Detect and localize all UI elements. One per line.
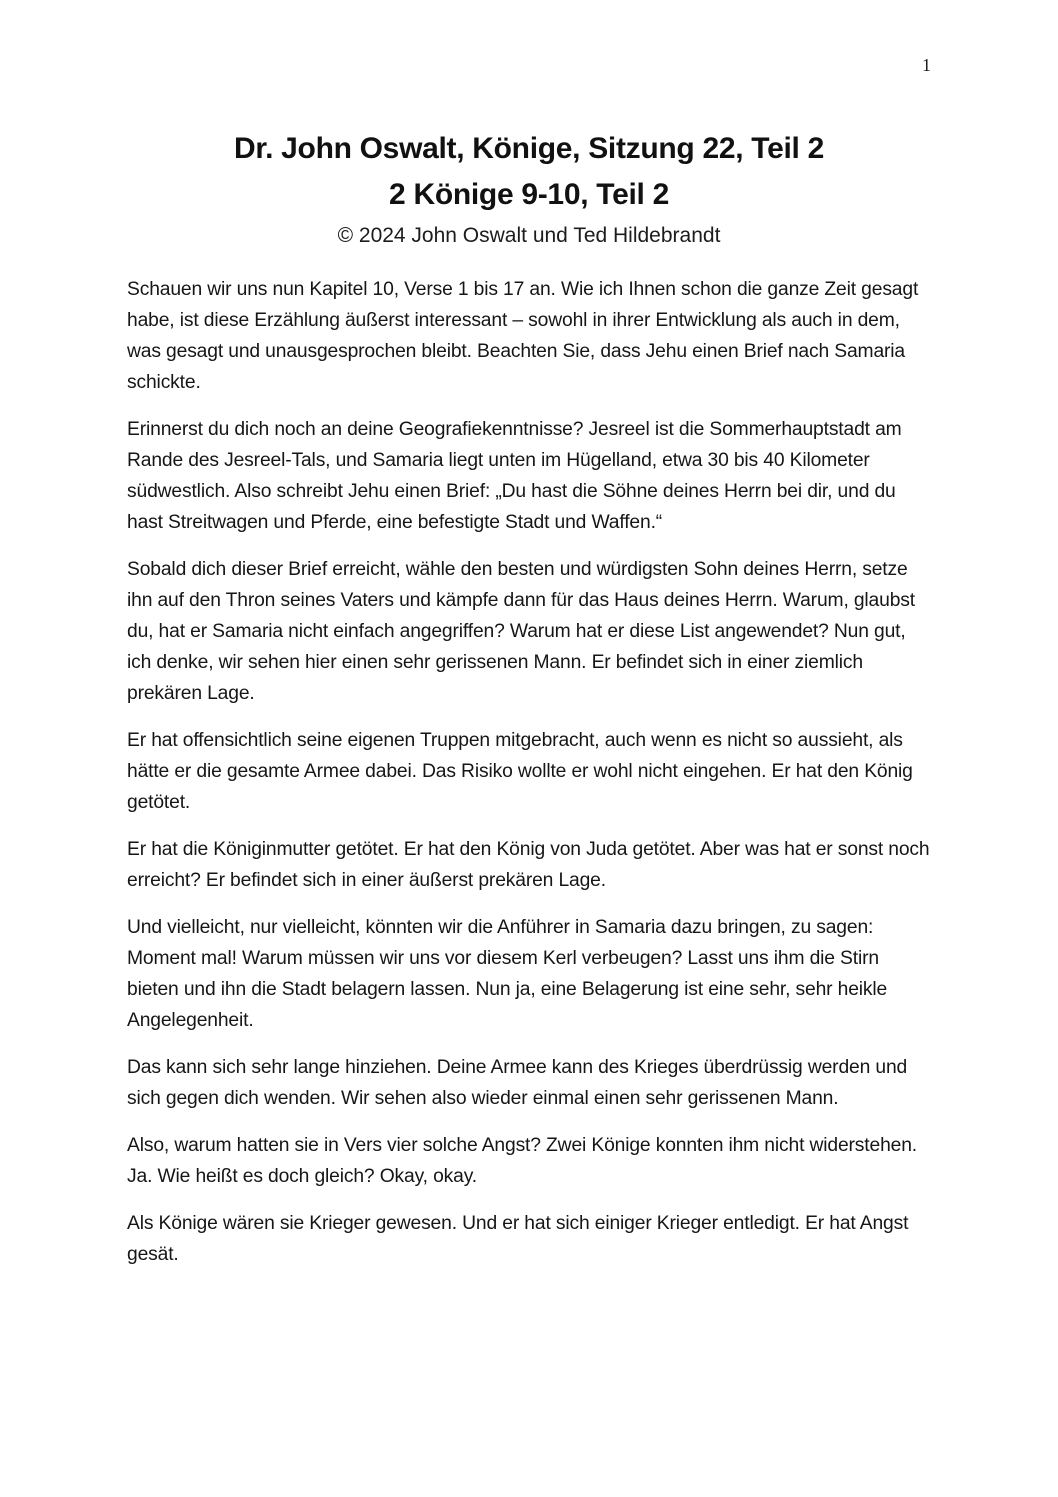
document-body [127,274,933,1270]
paragraph: Als Könige wären sie Krieger gewesen. Und er hat sich einiger Krieger entledigt. Er hat Angst gesät. [127,1213,909,1265]
paragraph: Sobald dich dieser Brief erreicht, wähle den besten und würdigsten Sohn deines Herrn, setze ihn auf den Thron seines Vaters und kämpfe dann für das Haus deines Herrn. Warum, glaubst du, hat er Samaria nicht einfach angegriffen? Warum hat er diese List angewendet? Nun gut, ich denke, wir sehen hier einen sehr gerissenen Mann. Er befindet sich in einer ziemlich prekären Lage. [127,559,915,704]
paragraph: Also, warum hatten sie in Vers vier solche Angst? Zwei Könige konnten ihm nicht widerstehen. Ja. Wie heißt es doch gleich? Okay, okay. [127,1135,918,1187]
paragraph: Schauen wir uns nun Kapitel 10, Verse 1 bis 17 an. Wie ich Ihnen schon die ganze Zeit gesagt habe, ist diese Erzählung äußerst interessant – sowohl in ihrer Entwicklung als auch in dem, was gesagt und unausgesprochen bleibt. Beachten Sie, dass Jehu einen Brief nach Samaria schickte. [127,279,919,393]
copyright-line: © 2024 John Oswalt und Ted Hildebrandt [337,224,721,247]
page-number: 1 [922,55,931,75]
document-title-line-2: 2 Könige 9-10, Teil 2 [389,178,669,211]
paragraph: Erinnerst du dich noch an deine Geografiekenntnisse? Jesreel ist die Sommerhauptstadt am Rande des Jesreel-Tals, und Samaria liegt unten im Hügelland, etwa 30 bis 40 Kilometer südwestlich. Also schreibt Jehu einen Brief: „Du hast die Söhne deines Herrn bei dir, und du hast Streitwagen und Pferde, eine befestigte Stadt und Waffen.“ [127,419,902,533]
paragraph: Das kann sich sehr lange hinziehen. Deine Armee kann des Krieges überdrüssig werden und sich gegen dich wenden. Wir sehen also wieder einmal einen sehr gerissenen Mann. [127,1057,908,1109]
paragraph: Und vielleicht, nur vielleicht, könnten wir die Anführer in Samaria dazu bringen, zu sagen: Moment mal! Warum müssen wir uns vor diesem Kerl verbeugen? Lasst uns ihm die Stirn bieten und ihn die Stadt belagern lassen. Nun ja, eine Belagerung ist eine sehr, sehr heikle Angelegenheit. [127,917,888,1031]
document-title-line-1: Dr. John Oswalt, Könige, Sitzung 22, Teil 2 [234,132,824,165]
paragraph: Er hat offensichtlich seine eigenen Truppen mitgebracht, auch wenn es nicht so aussieht, als hätte er die gesamte Armee dabei. Das Risiko wollte er wohl nicht eingehen. Er hat den König getötet. [127,730,913,813]
paragraph: Er hat die Königinmutter getötet. Er hat den König von Juda getötet. Aber was hat er sonst noch erreicht? Er befindet sich in einer äußerst prekären Lage. [127,839,930,891]
document-header [0,126,1058,251]
